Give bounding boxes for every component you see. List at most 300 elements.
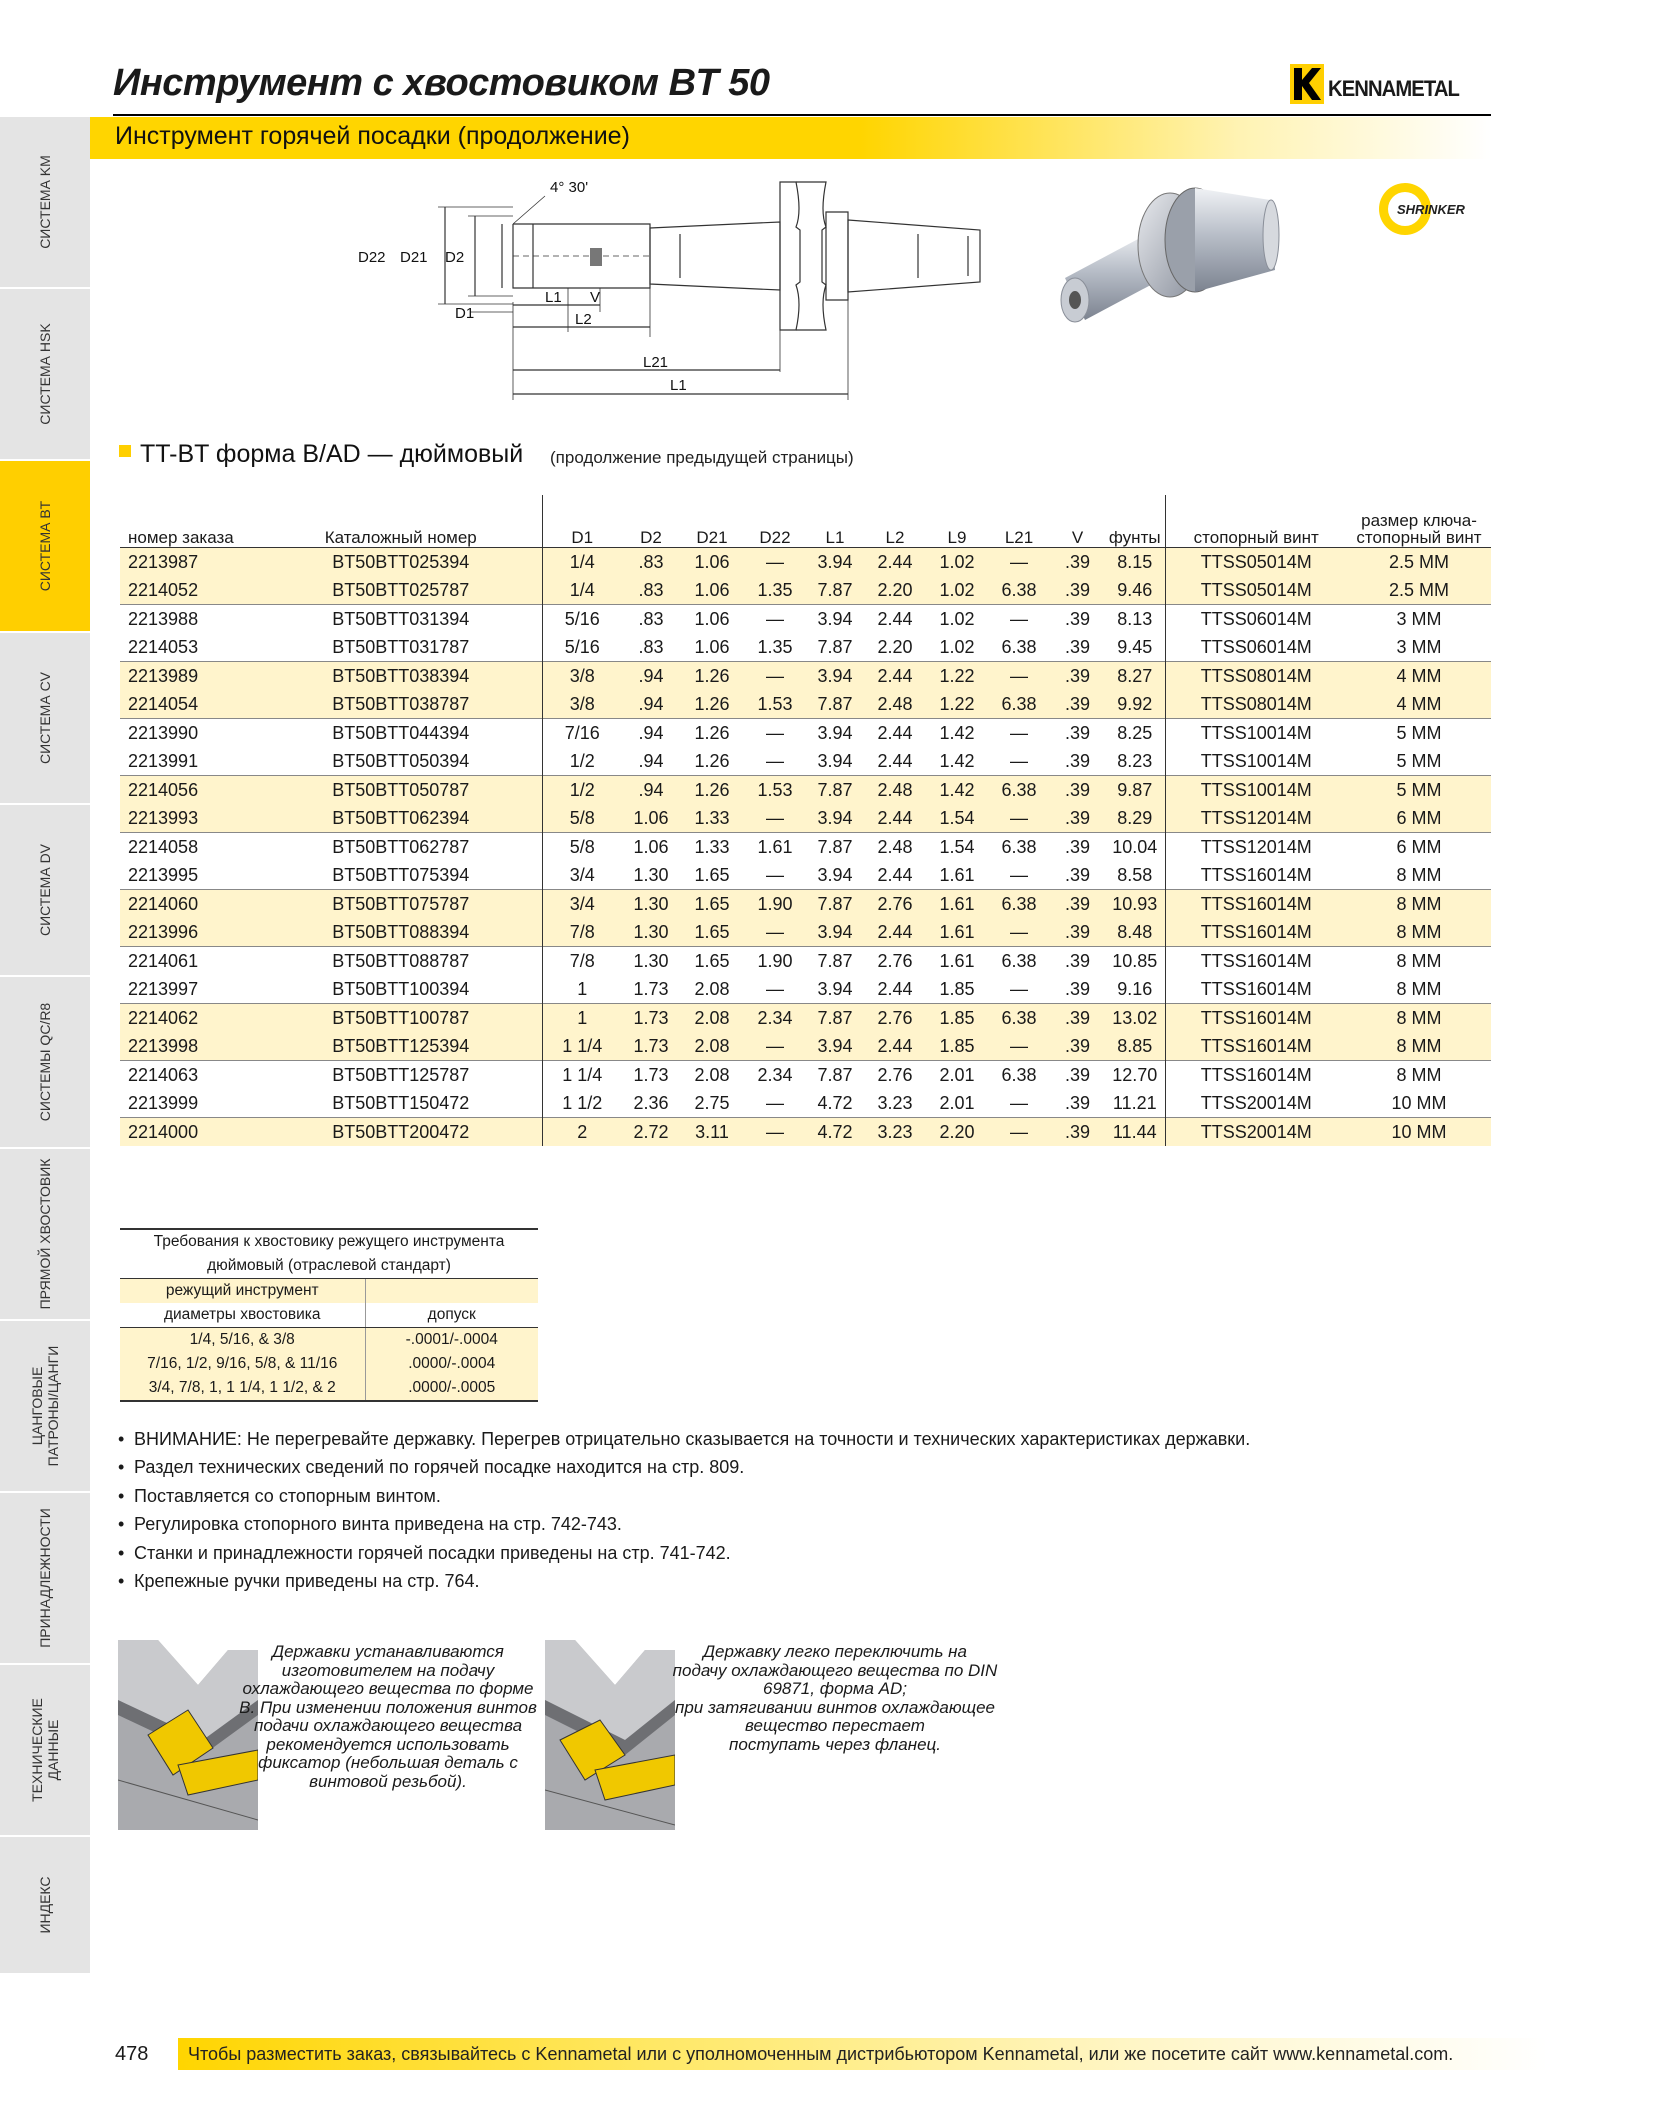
cell-l21: 6.38: [988, 1061, 1050, 1090]
tab-accessories[interactable]: [0, 1493, 90, 1666]
tab-bt[interactable]: [0, 461, 90, 634]
cell-v: .39: [1050, 548, 1105, 577]
cell-l21: —: [988, 605, 1050, 634]
cell-lock-screw: TTSS08014M: [1165, 662, 1347, 691]
cell-catalog-number: BT50BTT100394: [332, 978, 470, 999]
tab-label: СИСТЕМА DV: [37, 843, 53, 937]
cell-d2: 1.30: [622, 890, 680, 919]
cell-l1: 3.94: [806, 605, 864, 634]
cell-l2: 2.44: [877, 978, 913, 999]
notes-list: [118, 1425, 1250, 1595]
cell-wrench-size: 10 MM: [1347, 1118, 1491, 1147]
cell-d21: 2.08: [680, 1061, 744, 1090]
cell-weight: 9.16: [1117, 978, 1153, 999]
cell-lock-screw: TTSS16014M: [1165, 918, 1347, 947]
shank-diameters: 7/16, 1/2, 9/16, 5/8, & 11/16: [120, 1352, 365, 1376]
cell-l1: 3.94: [806, 1032, 864, 1061]
cell-d22: —: [744, 548, 806, 577]
cell-d2: .83: [638, 636, 664, 657]
cell-d21: 2.08: [680, 1004, 744, 1033]
cell-l21: 6.38: [988, 776, 1050, 805]
cell-l9: 1.85: [926, 1004, 988, 1033]
cell-d22: —: [744, 1032, 806, 1061]
cell-order-number: 2214052: [120, 576, 260, 605]
cell-l21: 6.38: [988, 947, 1050, 976]
cell-catalog-number: BT50BTT025787: [260, 576, 542, 605]
table-row: [120, 548, 1491, 577]
cell-l9: 1.54: [926, 804, 988, 833]
page-title: Инструмент с хвостовиком BT 50: [113, 62, 770, 104]
tab-label: СИСТЕМА BT: [37, 500, 53, 592]
cell-l1: 3.94: [817, 978, 853, 999]
tab-straight-shank[interactable]: [0, 1149, 90, 1322]
cell-l2: 2.48: [864, 690, 926, 719]
cell-d21: 1.33: [680, 804, 744, 833]
cell-v: .39: [1050, 833, 1105, 862]
table-row: [120, 576, 1491, 605]
svg-text:D22: D22: [358, 249, 386, 266]
caption-line: вещество перестает: [745, 1716, 925, 1735]
cell-d1: 1/2: [542, 747, 622, 776]
cell-l21: —: [988, 1118, 1050, 1147]
tolerance: -.0001/-.0004: [365, 1328, 538, 1353]
note-item: • Регулировка стопорного винта приведена на стр. 742-743.: [118, 1510, 1250, 1538]
title-divider: [113, 114, 1491, 116]
cell-catalog-number: BT50BTT025394: [260, 548, 542, 577]
svg-text:L1: L1: [670, 377, 687, 394]
cell-wrench-size: 3 MM: [1396, 636, 1442, 657]
caption-line: охлаждающего вещества по форме: [242, 1679, 534, 1698]
cell-catalog-number: BT50BTT031394: [260, 605, 542, 634]
cell-v: .39: [1050, 890, 1105, 919]
cell-lock-screw: TTSS08014M: [1165, 690, 1347, 719]
cell-weight: 8.58: [1117, 864, 1153, 885]
fig2-caption: [660, 1643, 1010, 1754]
tab-km[interactable]: [0, 117, 90, 290]
cell-d2: 1.73: [622, 1061, 680, 1090]
cell-d22: 2.34: [744, 1061, 806, 1090]
tab-collet-chucks[interactable]: [0, 1321, 90, 1494]
table-row: [120, 1352, 538, 1376]
cell-v: .39: [1050, 1061, 1105, 1090]
cell-order-number: 2214058: [120, 833, 260, 862]
table-row: [120, 1061, 1491, 1090]
cell-lock-screw: TTSS16014M: [1165, 975, 1347, 1004]
cell-d22: —: [744, 719, 806, 748]
cell-l2: 2.44: [864, 605, 926, 634]
cell-lock-screw: TTSS06014M: [1165, 633, 1347, 662]
cell-l2: 2.76: [864, 947, 926, 976]
cell-l21: —: [988, 804, 1050, 833]
cell-d1: 5/16: [542, 605, 622, 634]
shank-requirements-table: [120, 1228, 538, 1402]
cell-catalog-number: BT50BTT050394: [332, 750, 470, 771]
cell-l1: 7.87: [806, 1004, 864, 1033]
cell-wrench-size: 5 MM: [1396, 750, 1442, 771]
header-v: V: [1050, 495, 1105, 548]
cell-d1: 7/8: [542, 918, 622, 947]
cell-l21: —: [988, 719, 1050, 748]
cell-d21: 1.65: [680, 947, 744, 976]
svg-text:D21: D21: [400, 249, 428, 266]
cell-d1: 1 1/4: [542, 1032, 622, 1061]
cell-d21: 1.26: [680, 662, 744, 691]
cell-d2: .94: [622, 719, 680, 748]
shrinker-text: SHRINKER: [1397, 202, 1465, 217]
cell-v: .39: [1064, 750, 1091, 771]
note-item: • Поставляется со стопорным винтом.: [118, 1482, 1250, 1510]
cell-wrench-size: 5 MM: [1347, 719, 1491, 748]
cell-lock-screw: TTSS12014M: [1165, 833, 1347, 862]
cell-wrench-size: 8 MM: [1347, 1004, 1491, 1033]
caption-line: при затягивании винтов охлаждающее: [674, 1697, 996, 1717]
cell-l9: 2.01: [939, 1092, 975, 1113]
cell-l1: 3.94: [806, 548, 864, 577]
cell-v: .39: [1050, 918, 1105, 947]
header-d22: D22: [744, 495, 806, 548]
header-d1: D1: [542, 495, 622, 548]
cell-v: .39: [1050, 719, 1105, 748]
cell-l9: 1.02: [939, 636, 975, 657]
cell-l9: 1.42: [926, 719, 988, 748]
cell-l2: 2.44: [864, 548, 926, 577]
caption-line: изготовителем на подачу: [281, 1660, 495, 1680]
tab-hsk[interactable]: [0, 289, 90, 462]
tab-technical-data[interactable]: [0, 1665, 90, 1838]
table-row: [120, 1004, 1491, 1033]
cell-d2: 2.72: [622, 1118, 680, 1147]
cell-wrench-size: 8 MM: [1347, 890, 1491, 919]
cell-d21: 1.06: [680, 548, 744, 577]
table-row: [120, 1328, 538, 1353]
cell-l2: 2.48: [864, 776, 926, 805]
kennametal-logo: [1290, 64, 1490, 108]
cell-d1: 1/4: [542, 576, 622, 605]
shank-diameters: 3/4, 7/8, 1, 1 1/4, 1 1/2, & 2: [120, 1376, 365, 1401]
section-note: (продолжение предыдущей страницы): [550, 448, 854, 467]
cell-l21: 6.38: [988, 690, 1050, 719]
cell-lock-screw: TTSS16014M: [1165, 1061, 1347, 1090]
cell-lock-screw: TTSS20014M: [1165, 1118, 1347, 1147]
cell-d2: .83: [622, 576, 680, 605]
cell-d21: 1.26: [680, 719, 744, 748]
cell-l1: 7.87: [806, 947, 864, 976]
tab-cv[interactable]: [0, 633, 90, 806]
cell-l21: 6.38: [988, 1004, 1050, 1033]
cell-l2: 3.23: [864, 1118, 926, 1147]
cell-v: .39: [1050, 605, 1105, 634]
tab-qc-r8[interactable]: [0, 977, 90, 1150]
cell-d21: 1.06: [680, 576, 744, 605]
tool-holder-photo: [1045, 160, 1285, 355]
cell-catalog-number: BT50BTT062394: [260, 804, 542, 833]
cell-order-number: 2213989: [120, 662, 260, 691]
tab-index[interactable]: [0, 1837, 90, 1976]
table-row: [120, 747, 1491, 776]
cell-wrench-size: 6 MM: [1347, 833, 1491, 862]
cell-l9: 1.22: [926, 690, 988, 719]
cell-wrench-size: 8 MM: [1347, 918, 1491, 947]
tab-label: ИНДЕКС: [37, 1876, 53, 1934]
cell-l21: —: [988, 1032, 1050, 1061]
cell-lock-screw: TTSS12014M: [1165, 804, 1347, 833]
table-row: [120, 804, 1491, 833]
side-tabs: [0, 117, 90, 1973]
cell-catalog-number: BT50BTT088394: [260, 918, 542, 947]
caption-line: подачу охлаждающего вещества по DIN: [672, 1660, 998, 1680]
caption-line: поступать через фланец.: [729, 1734, 941, 1754]
cell-v: .39: [1050, 804, 1105, 833]
cell-d1: 1: [542, 1004, 622, 1033]
cell-d1: 1/4: [542, 548, 622, 577]
cell-d22: —: [766, 1092, 784, 1113]
cell-wrench-size: 4 MM: [1347, 690, 1491, 719]
tab-label: ПРИНАДЛЕЖНОСТИ: [37, 1508, 53, 1648]
cell-catalog-number: BT50BTT075787: [260, 890, 542, 919]
cell-l1: 7.87: [806, 890, 864, 919]
tab-dv[interactable]: [0, 805, 90, 978]
cell-d21: 2.08: [694, 978, 730, 999]
cell-l9: 1.02: [926, 605, 988, 634]
cell-catalog-number: BT50BTT200472: [260, 1118, 542, 1147]
cell-v: .39: [1050, 947, 1105, 976]
cell-d22: 1.35: [757, 636, 793, 657]
cell-order-number: 2213993: [120, 804, 260, 833]
cell-weight: 8.29: [1105, 804, 1165, 833]
cell-l21: —: [988, 662, 1050, 691]
cell-d2: .94: [622, 662, 680, 691]
cell-wrench-size: 2.5 MM: [1347, 548, 1491, 577]
cell-l2: 2.20: [864, 576, 926, 605]
cell-v: .39: [1050, 776, 1105, 805]
cell-d21: 1.65: [680, 890, 744, 919]
cell-l2: 2.76: [864, 1061, 926, 1090]
cell-l21: —: [1010, 864, 1028, 885]
note-item: • Крепежные ручки приведены на стр. 764.: [118, 1567, 1250, 1595]
cell-catalog-number: BT50BTT062787: [260, 833, 542, 862]
cell-order-number: 2214054: [120, 690, 260, 719]
table-row: [120, 662, 1491, 691]
cell-l21: —: [1010, 750, 1028, 771]
cell-lock-screw: TTSS16014M: [1165, 1032, 1347, 1061]
cell-order-number: 2213999: [128, 1092, 199, 1113]
table-row: [120, 776, 1491, 805]
fig1-caption: [233, 1643, 543, 1791]
cell-v: .39: [1050, 662, 1105, 691]
cell-l21: —: [988, 918, 1050, 947]
cell-l1: 7.87: [806, 576, 864, 605]
cell-d1: 1/2: [542, 776, 622, 805]
cell-d2: .83: [622, 605, 680, 634]
cell-l9: 1.61: [926, 890, 988, 919]
cell-l1: 3.94: [806, 918, 864, 947]
cell-l21: 6.38: [988, 833, 1050, 862]
caption-line: Державку легко переключить на: [703, 1642, 967, 1661]
svg-text:L2: L2: [575, 311, 592, 328]
caption-line: 69871, форма AD;: [762, 1679, 907, 1698]
cell-weight: 8.15: [1105, 548, 1165, 577]
svg-text:4° 30': 4° 30': [550, 179, 589, 196]
cell-d21: 1.06: [694, 636, 730, 657]
cell-v: .39: [1050, 1004, 1105, 1033]
cell-catalog-number: BT50BTT125394: [260, 1032, 542, 1061]
caption-line: подачи охлаждающего вещества: [253, 1716, 523, 1735]
cell-lock-screw: TTSS05014M: [1165, 576, 1347, 605]
cell-l9: 1.02: [926, 548, 988, 577]
cell-lock-screw: TTSS06014M: [1165, 605, 1347, 634]
cell-d21: 1.06: [680, 605, 744, 634]
cell-l1: 3.94: [806, 719, 864, 748]
spec-table: [120, 495, 1491, 1146]
cell-d22: —: [744, 605, 806, 634]
cell-d2: 1.73: [622, 1004, 680, 1033]
cell-catalog-number: BT50BTT050787: [260, 776, 542, 805]
cell-d2: 1.73: [622, 1032, 680, 1061]
cell-lock-screw: TTSS10014M: [1165, 719, 1347, 748]
tab-label: СИСТЕМА HSK: [37, 323, 53, 425]
header-catalog-number: Каталожный номер: [260, 495, 542, 548]
cell-wrench-size: 6 MM: [1347, 804, 1491, 833]
header-l21: L21: [988, 495, 1050, 548]
cell-d22: —: [766, 978, 784, 999]
header-l2: L2: [864, 495, 926, 548]
shank-diameters: 1/4, 5/16, & 3/8: [120, 1328, 365, 1353]
cell-order-number: 2213997: [128, 978, 199, 999]
cell-v: .39: [1064, 636, 1091, 657]
cell-l1: 7.87: [806, 1061, 864, 1090]
header-l1: L1: [806, 495, 864, 548]
svg-text:D2: D2: [445, 249, 465, 266]
cell-d22: 1.53: [744, 690, 806, 719]
cell-l1: 7.87: [806, 690, 864, 719]
requirements-col2-header: допуск: [365, 1303, 538, 1328]
cell-weight: 12.70: [1105, 1061, 1165, 1090]
cell-order-number: 2213991: [128, 750, 199, 771]
cell-v: .39: [1064, 864, 1091, 885]
note-item: • ВНИМАНИЕ: Не перегревайте державку. Перегрев отрицательно сказывается на точности и технических характеристиках державки.: [118, 1425, 1250, 1453]
cell-d22: —: [744, 918, 806, 947]
cell-l21: —: [1010, 978, 1028, 999]
cell-l1: 7.87: [806, 776, 864, 805]
logo-text: KENNAMETAL: [1328, 76, 1459, 101]
cell-l9: 1.54: [926, 833, 988, 862]
cell-l9: 1.61: [939, 864, 975, 885]
cell-lock-screw: TTSS16014M: [1165, 861, 1347, 890]
cell-order-number: 2213996: [120, 918, 260, 947]
header-d2: D2: [622, 495, 680, 548]
cell-d21: 2.75: [694, 1092, 730, 1113]
cell-lock-screw: TTSS16014M: [1165, 890, 1347, 919]
cell-order-number: 2214061: [120, 947, 260, 976]
cell-l9: 2.01: [926, 1061, 988, 1090]
cell-lock-screw: TTSS10014M: [1165, 747, 1347, 776]
requirements-col1-header-2: диаметры хвостовика: [120, 1303, 365, 1328]
cell-wrench-size: 8 MM: [1347, 947, 1491, 976]
cell-d1: 5/8: [542, 804, 622, 833]
caption-line: Державки устанавливаются: [272, 1642, 504, 1661]
cell-l9: 1.42: [939, 750, 975, 771]
header-l9: L9: [926, 495, 988, 548]
table-row: [120, 975, 1491, 1004]
cell-order-number: 2214063: [120, 1061, 260, 1090]
cell-d22: 1.61: [744, 833, 806, 862]
cell-d2: 1.06: [622, 804, 680, 833]
table-row: [120, 1118, 1491, 1147]
cell-d22: —: [766, 864, 784, 885]
cell-v: .39: [1064, 978, 1091, 999]
cell-d1: 3/8: [542, 690, 622, 719]
cell-v: .39: [1064, 1092, 1091, 1113]
cell-d21: 2.08: [680, 1032, 744, 1061]
cell-d22: 1.35: [744, 576, 806, 605]
cell-lock-screw: TTSS10014M: [1165, 776, 1347, 805]
cell-catalog-number: BT50BTT044394: [260, 719, 542, 748]
cell-wrench-size: 3 MM: [1347, 605, 1491, 634]
section-marker: [119, 445, 131, 457]
cell-l1: 4.72: [817, 1092, 853, 1113]
requirements-col1-header: режущий инструмент: [120, 1279, 365, 1304]
cell-wrench-size: 2.5 MM: [1347, 576, 1491, 605]
cell-l9: 1.85: [926, 1032, 988, 1061]
table-row: [120, 1089, 1491, 1118]
cell-l21: 6.38: [1001, 636, 1037, 657]
cell-d21: 1.65: [694, 864, 730, 885]
cell-d1: 5/8: [542, 833, 622, 862]
cell-l9: 1.61: [926, 918, 988, 947]
cell-weight: 9.87: [1105, 776, 1165, 805]
cell-l2: 2.48: [864, 833, 926, 862]
cell-weight: 8.25: [1105, 719, 1165, 748]
cell-d2: 1.73: [633, 978, 669, 999]
note-item: • Станки и принадлежности горячей посадки приведены на стр. 741-742.: [118, 1539, 1250, 1567]
cell-l2: 2.44: [864, 662, 926, 691]
cell-d21: 1.33: [680, 833, 744, 862]
cell-order-number: 2213988: [120, 605, 260, 634]
cell-d1: 3/4: [542, 861, 622, 890]
cell-l21: —: [1010, 1092, 1028, 1113]
cell-d2: 2.36: [633, 1092, 669, 1113]
cell-d1: 7/8: [542, 947, 622, 976]
cell-weight: 8.85: [1105, 1032, 1165, 1061]
tab-label: ПРЯМОЙ ХВОСТОВИК: [37, 1158, 53, 1310]
tab-label: ТЕХНИЧЕСКИЕ ДАННЫЕ: [29, 1698, 61, 1802]
cell-catalog-number: BT50BTT038394: [260, 662, 542, 691]
cell-l21: 6.38: [988, 576, 1050, 605]
cell-d2: .94: [622, 776, 680, 805]
cell-l21: 6.38: [988, 890, 1050, 919]
cell-order-number: 2214060: [120, 890, 260, 919]
cell-d1: 5/16: [542, 633, 622, 662]
table-row: [120, 633, 1491, 662]
caption-line: B. При изменении положения винтов: [239, 1697, 537, 1717]
cell-weight: 11.44: [1105, 1118, 1165, 1147]
table-row: [120, 1032, 1491, 1061]
header-lock-screw: стопорный винт: [1165, 495, 1347, 548]
tolerance: .0000/-.0005: [365, 1376, 538, 1401]
tool-dimension-drawing: [350, 172, 1010, 407]
table-row: [120, 947, 1491, 976]
cell-d21: 1.26: [680, 776, 744, 805]
header-weight: фунты: [1105, 495, 1165, 548]
table-row: [120, 833, 1491, 862]
cell-d1: 1 1/4: [542, 1061, 622, 1090]
page-subtitle: Инструмент горячей посадки (продолжение): [115, 122, 630, 150]
cell-l1: 4.72: [806, 1118, 864, 1147]
cell-lock-screw: TTSS16014M: [1165, 1004, 1347, 1033]
cell-weight: 8.27: [1105, 662, 1165, 691]
cell-v: .39: [1050, 1118, 1105, 1147]
cell-d2: 1.30: [622, 947, 680, 976]
